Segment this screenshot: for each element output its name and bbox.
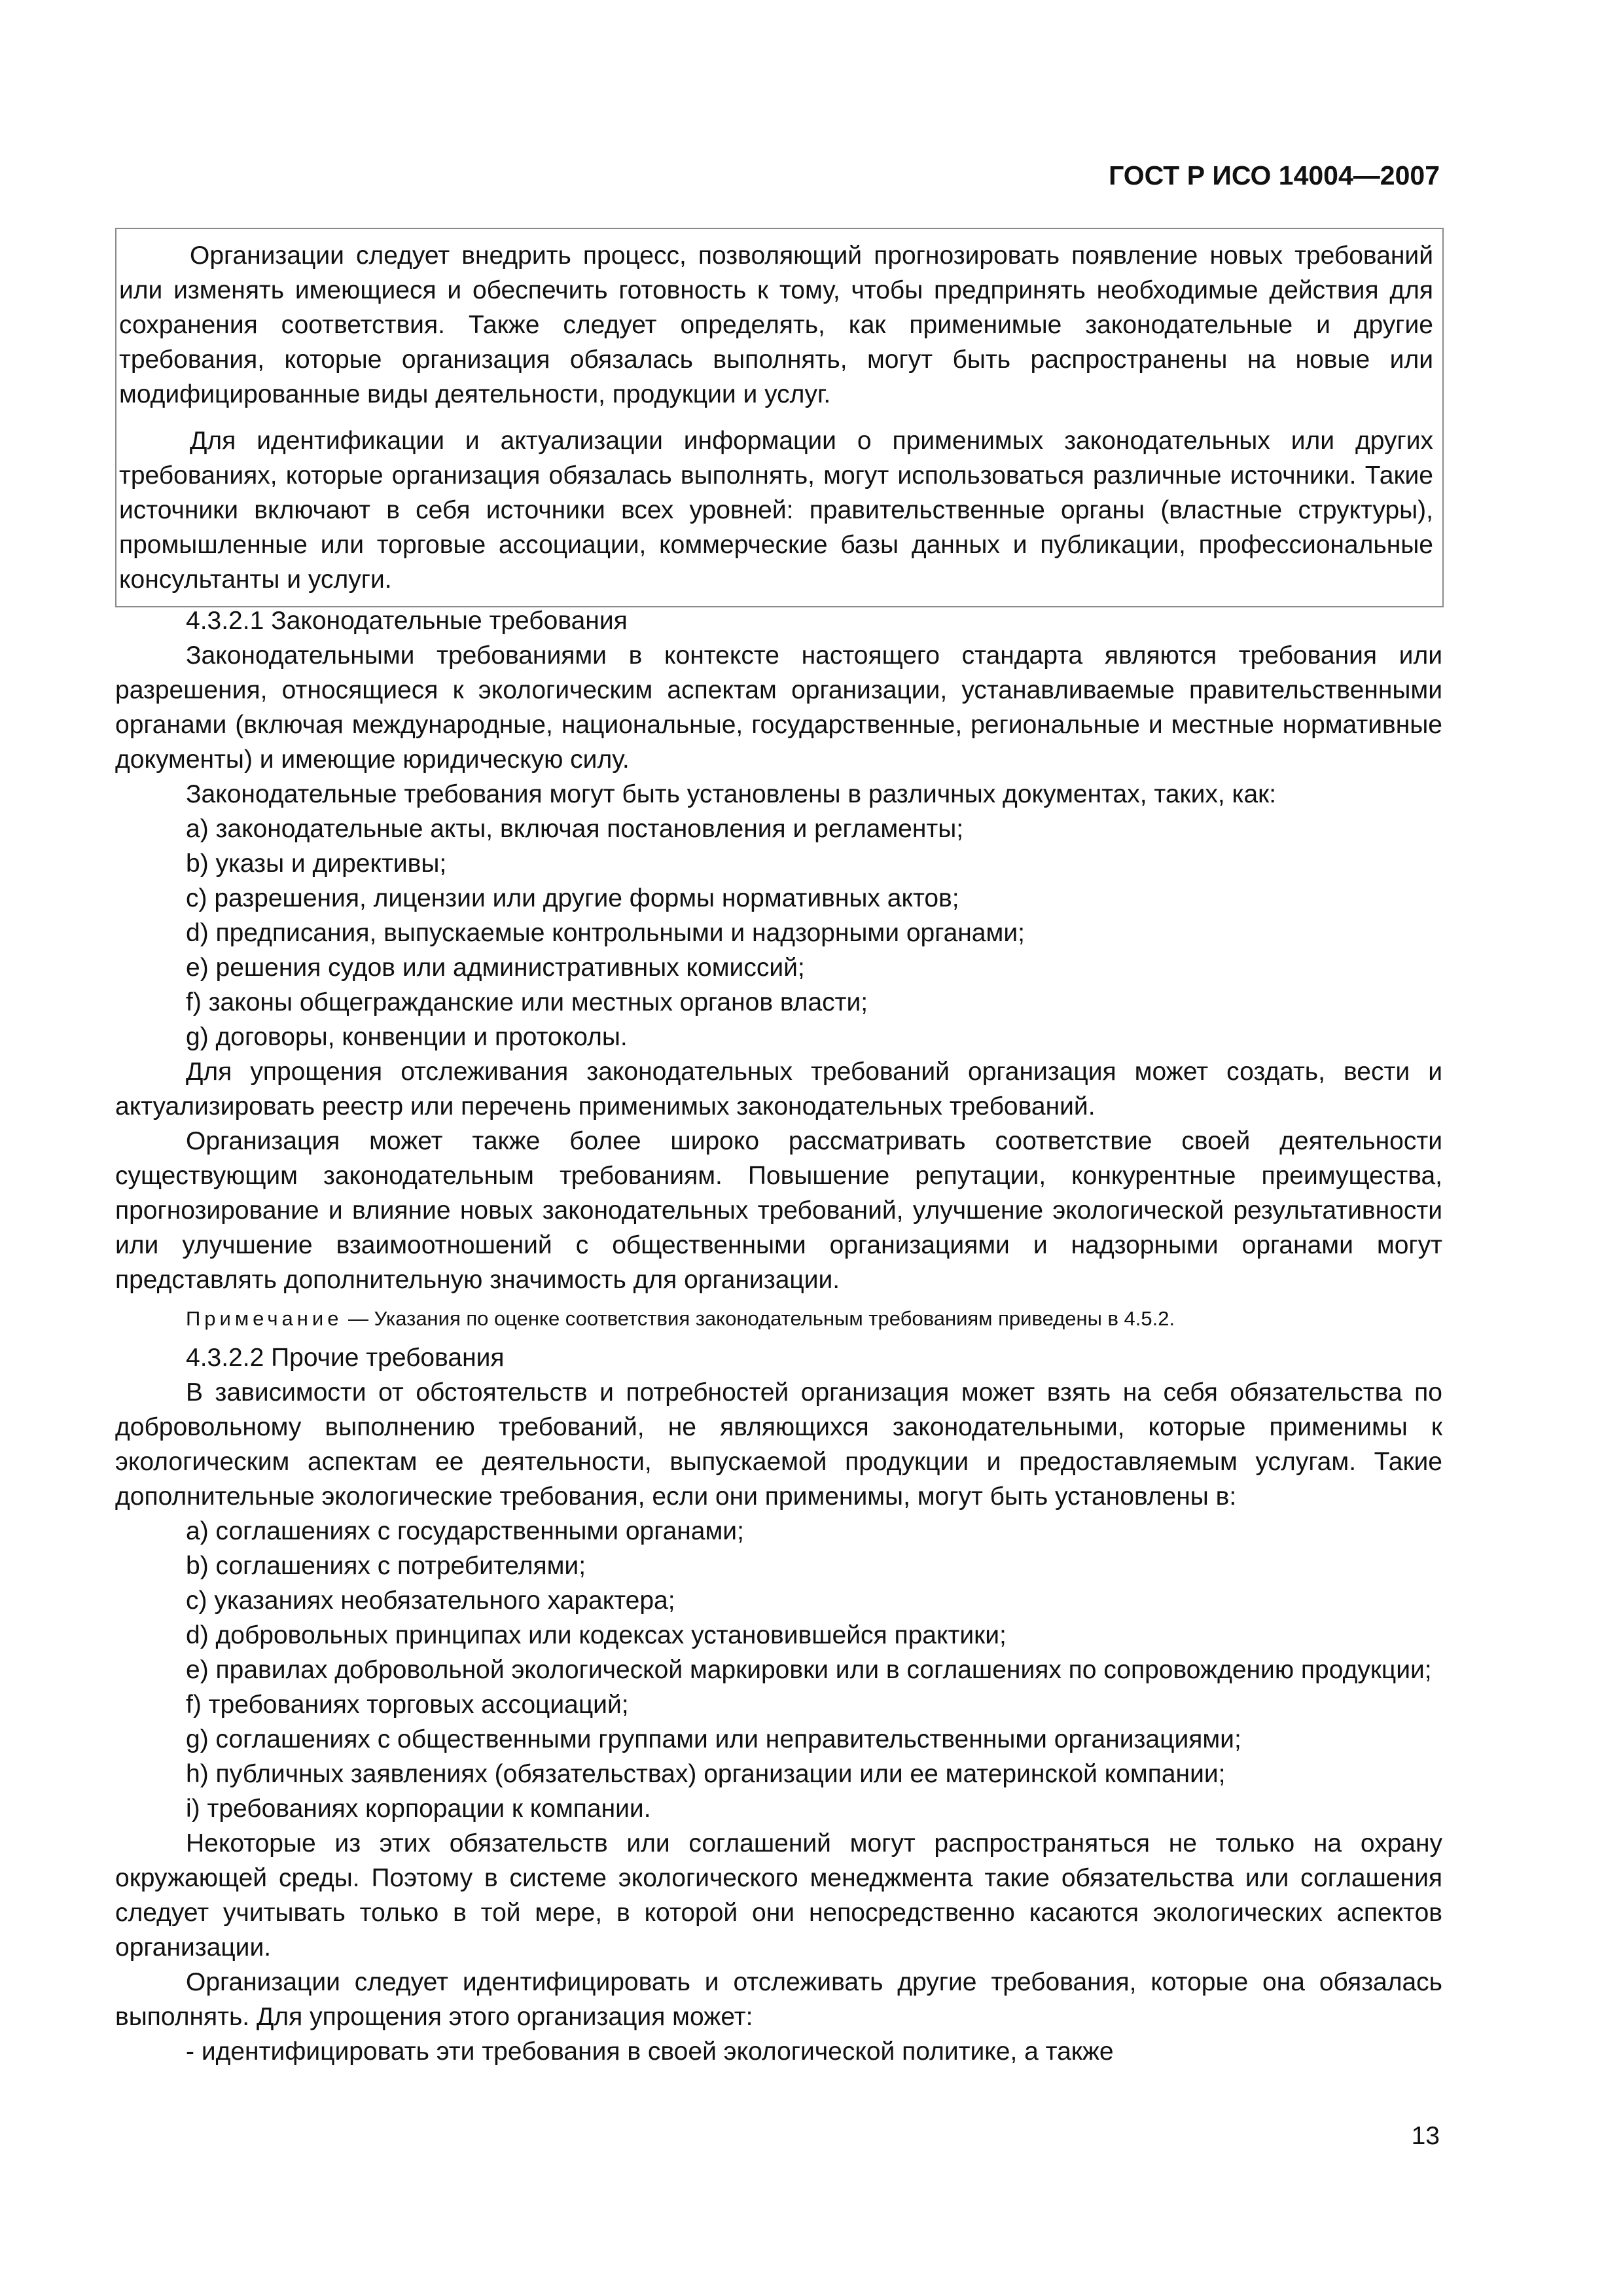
note [115, 1302, 1442, 1335]
note-text: — Указания по оценке соответствия законодательным требованиям приведены в 4.5.2. [342, 1307, 1175, 1330]
section-heading-4-3-2-2: 4.3.2.2 Прочие требования [186, 1344, 505, 1372]
list-item: g) соглашениях с общественными группами или неправительственными организациями; [186, 1725, 1241, 1753]
list-item: c) указаниях необязательного характера; [186, 1587, 675, 1615]
paragraph: Некоторые из этих обязательств или соглашений могут распространяться не только на охрану окружающей среды. Поэтому в системе экологического менеджмента такие обязательства или соглашения следует учитывать только в той мере, в которой они непосредственно касаются экологических аспектов организации. [115, 1829, 1442, 1962]
boxed-text [115, 228, 1444, 607]
list-item: f) требованиях торговых ассоциаций; [186, 1691, 629, 1719]
list-item: b) соглашениях с потребителями; [186, 1552, 586, 1580]
list-item: f) законы общегражданские или местных органов власти; [186, 988, 868, 1016]
list-item: d) добровольных принципах или кодексах установившейся практики; [186, 1621, 1007, 1649]
list-item: b) указы и директивы; [186, 850, 447, 878]
list-item: e) правилах добровольной экологической маркировки или в соглашениях по сопровождению продукции; [186, 1656, 1432, 1684]
list-item: g) договоры, конвенции и протоколы. [186, 1023, 628, 1051]
list-item: a) соглашениях с государственными органами; [186, 1517, 744, 1545]
paragraph: Организации следует идентифицировать и отслеживать другие требования, которые она обязалась выполнять. Для упрощения этого организация может: [115, 1968, 1442, 2031]
box-paragraph-1: Организации следует внедрить процесс, позволяющий прогнозировать появление новых требований или изменять имеющиеся и обеспечить готовность к тому, чтобы предпринять необходимые действия для сохранения соответствия. Также следует определять, как применимые законодательные и другие требования, которые организация обязалась выполнять, могут быть распространены на новые или модифицированные виды деятельности, продукции и услуг. [119, 242, 1433, 408]
note-label: Примечание [186, 1307, 343, 1330]
section-heading-4-3-2-1: 4.3.2.1 Законодательные требования [186, 607, 628, 635]
paragraph: В зависимости от обстоятельств и потребностей организация может взять на себя обязательства по добровольному выполнению требований, не являющихся законодательными, которые применимы к экологическим аспектам ее деятельности, выпускаемой продукции и предоставляемым услугам. Такие дополнительные экологические требования, если они применимы, могут быть установлены в: [115, 1378, 1442, 1511]
list-item: d) предписания, выпускаемые контрольными и надзорными органами; [186, 919, 1025, 947]
list-intro: Законодательные требования могут быть установлены в различных документах, таких, как: [186, 780, 1277, 808]
paragraph: Организация может также более широко рассматривать соответствие своей деятельности существующим законодательным требованиям. Повышение репутации, конкурентные преимущества, прогнозирование и влияние новых законодательных требований, улучшение экологической результативности или улучшение взаимоотношений с общественными организациями и надзорными органами могут представлять дополнительную значимость для организации. [115, 1127, 1442, 1294]
box-paragraph-2: Для идентификации и актуализации информации о применимых законодательных или других требованиях, которые организация обязалась выполнять, могут использоваться различные источники. Такие источники включают в себя источники всех уровней: правительственные органы (властные структуры), промышленные или торговые ассоциации, коммерческие базы данных и публикации, профессиональные консультанты и услуги. [119, 427, 1433, 594]
page-number: 13 [1411, 2122, 1440, 2150]
main-content [115, 603, 1442, 2069]
dash-list-item: - идентифицировать эти требования в своей экологической политике, а также [186, 2037, 1114, 2066]
document-header: ГОСТ Р ИСО 14004—2007 [1109, 160, 1440, 190]
paragraph: Для упрощения отслеживания законодательных требований организация может создать, вести и актуализировать реестр или перечень применимых законодательных требований. [115, 1058, 1442, 1121]
list-item: e) решения судов или административных комиссий; [186, 954, 805, 982]
list-item: a) законодательные акты, включая постановления и регламенты; [186, 815, 964, 843]
list-item: h) публичных заявлениях (обязательствах) организации или ее материнской компании; [186, 1760, 1226, 1788]
list-item: i) требованиях корпорации к компании. [186, 1795, 651, 1823]
list-item: c) разрешения, лицензии или другие формы нормативных актов; [186, 884, 959, 912]
paragraph: Законодательными требованиями в контексте настоящего стандарта являются требования или разрешения, относящиеся к экологическим аспектам организации, устанавливаемые правительственными органами (включая международные, национальные, государственные, региональные и местные нормативные документы) и имеющие юридическую силу. [115, 641, 1442, 774]
